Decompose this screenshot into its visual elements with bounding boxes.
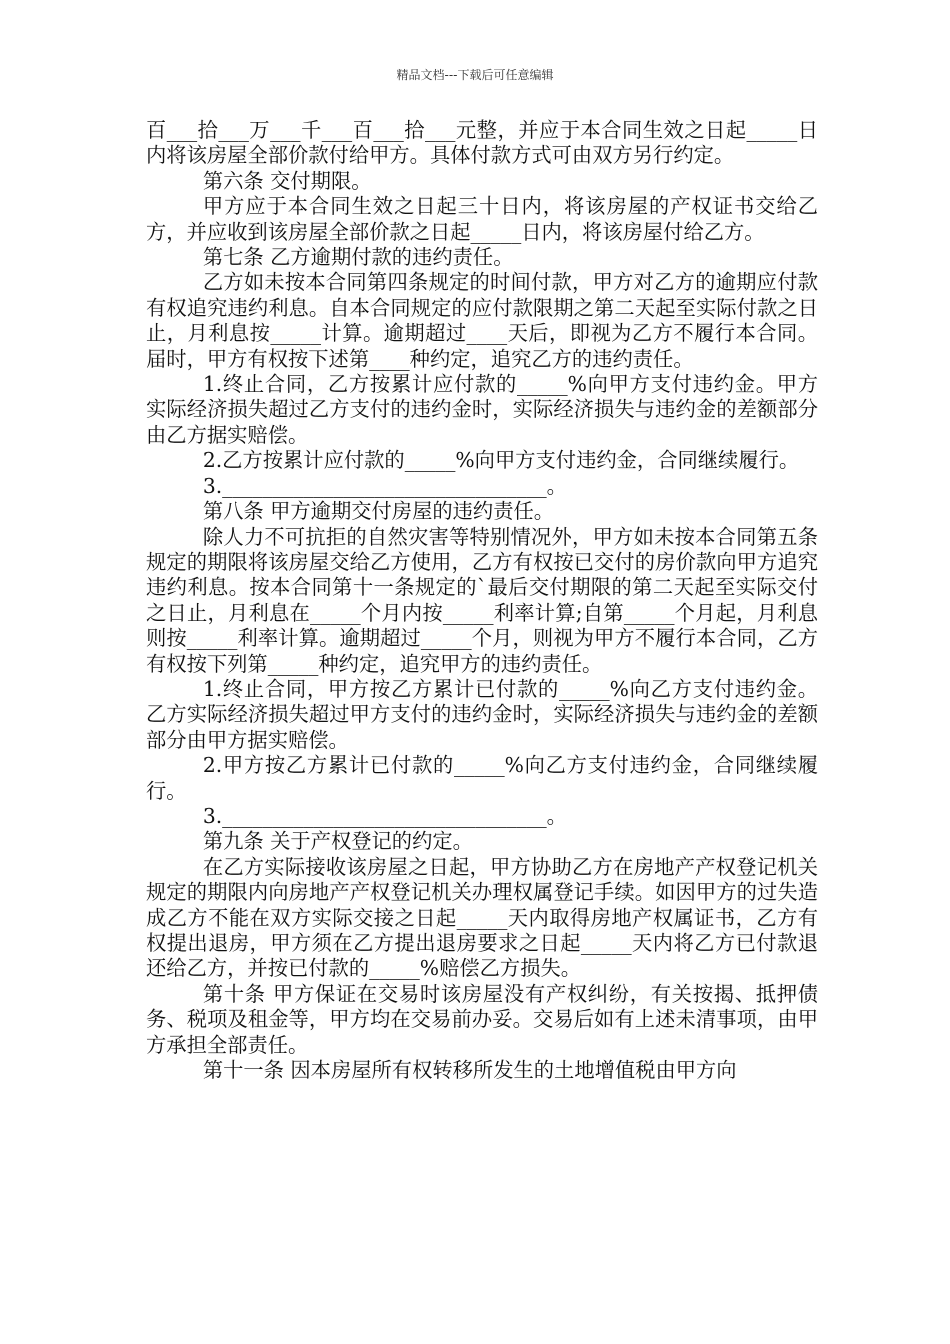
article-7-item-3: 3.________________________________。 (202, 473, 567, 498)
article-7-item-2: 2.乙方按累计应付款的_____%向甲方支付违约金，合同继续履行。 (202, 448, 800, 473)
article-8-item-2: 2.甲方按乙方累计已付款的_____%向乙方支付违约金，合同继续履行。 (146, 753, 818, 803)
article-7-heading: 第七条 乙方逾期付款的违约责任。 (202, 245, 514, 270)
article-8-text: 除人力不可抗拒的自然灾害等特别情况外，甲方如未按本合同第五条规定的期限将该房屋交给乙方使用，乙方有权按已交付的房价款向甲方追究违约利息。按本合同第十一条规定的`最后交付期限的第二天起至实际交付之日止，月利息在_____个月内按_____利率计算;自第_____个月起，月利息则按_____利率计算。逾期超过_____个月，则视为甲方不履行本合同，乙方有权按下列第_____种约定，追究甲方的违约责任。 (146, 524, 818, 676)
article-9-text: 在乙方实际接收该房屋之日起，甲方协助乙方在房地产产权登记机关规定的期限内向房地产产权登记机关办理权属登记手续。如因甲方的过失造成乙方不能在双方实际交接之日起_____天内取得房地产权属证书，乙方有权提出退房，甲方须在乙方提出退房要求之日起_____天内将乙方已付款退还给乙方，并按已付款的_____%赔偿乙方损失。 (146, 854, 818, 981)
article-7-text: 乙方如未按本合同第四条规定的时间付款，甲方对乙方的逾期应付款有权追究违约利息。自本合同规定的应付款限期之第二天起至实际付款之日止，月利息按_____计算。逾期超过____天后，即视为乙方不履行本合同。届时，甲方有权按下述第____种约定，追究乙方的违约责任。 (146, 270, 818, 371)
article-9-heading: 第九条 关于产权登记的约定。 (202, 829, 473, 854)
article-6-heading: 第六条 交付期限。 (202, 168, 372, 193)
article-10-text: 第十条 甲方保证在交易时该房屋没有产权纠纷，有关按揭、抵押债务、税项及租金等，甲方均在交易前办妥。交易后如有上述未清事项，由甲方承担全部责任。 (146, 981, 818, 1057)
article-8-item-1: 1.终止合同，甲方按乙方累计已付款的_____%向乙方支付违约金。乙方实际经济损失超过甲方支付的违约金时，实际经济损失与违约金的差额部分由甲方据实赔偿。 (146, 676, 818, 752)
contract-body (146, 118, 818, 1083)
article-7-item-1: 1.终止合同，乙方按累计应付款的_____%向甲方支付违约金。甲方实际经济损失超过乙方支付的违约金时，实际经济损失与违约金的差额部分由乙方据实赔偿。 (146, 372, 818, 447)
paragraph-price-continuation: 百___拾___万___千___百___拾___元整，并应于本合同生效之日起_____日内将该房屋全部价款付给甲方。具体付款方式可由双方另行约定。 (146, 118, 818, 168)
article-8-heading: 第八条 甲方逾期交付房屋的违约责任。 (202, 499, 555, 524)
page-header: 精品文档---下载后可任意编辑 (396, 68, 554, 82)
article-8-item-3: 3.________________________________。 (202, 803, 567, 828)
article-6-text: 甲方应于本合同生效之日起三十日内，将该房屋的产权证书交给乙方，并应收到该房屋全部价款之日起_____日内，将该房屋付给乙方。 (146, 194, 818, 244)
article-11-text: 第十一条 因本房屋所有权转移所发生的土地增值税由甲方向 (202, 1058, 737, 1083)
